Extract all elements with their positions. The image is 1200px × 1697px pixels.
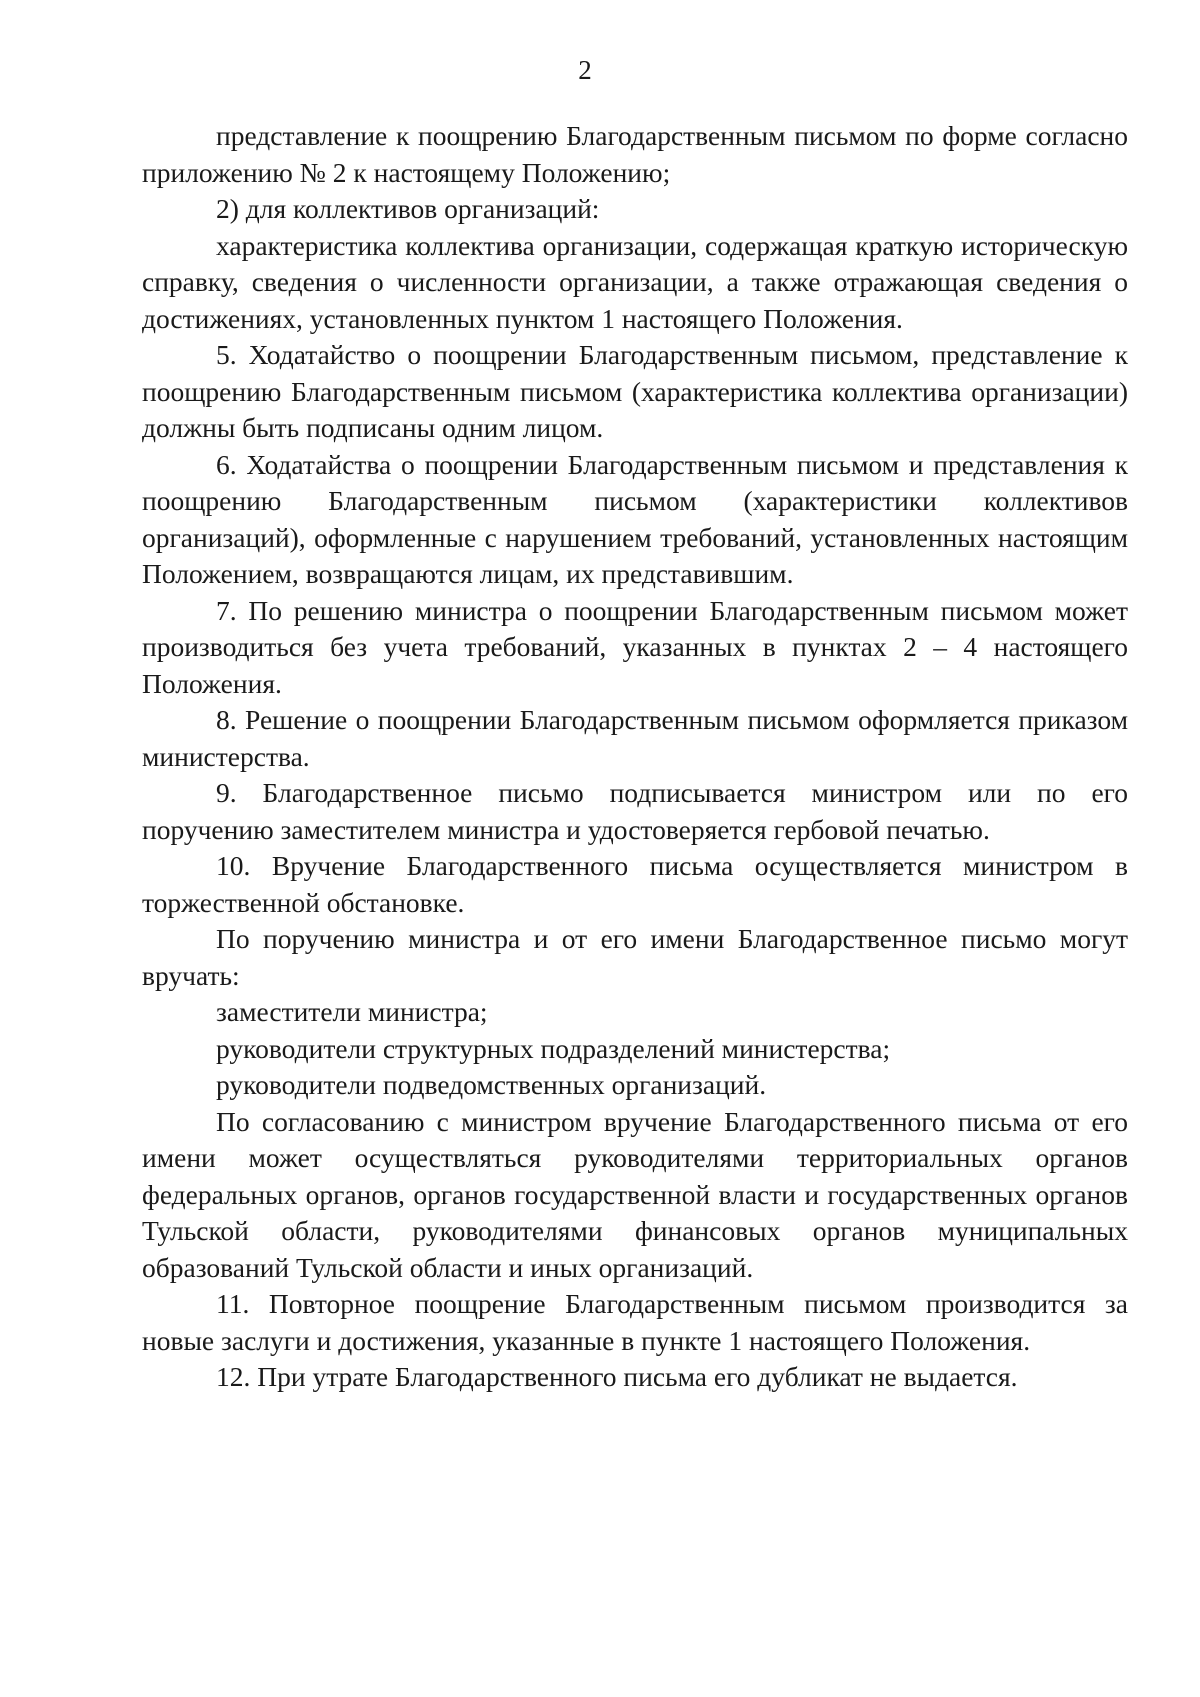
paragraph-item-11: 11. Повторное поощрение Благодарственным письмом производится за новые заслуги и достижения, указанные в пункте 1 настоящего Положения. — [142, 1288, 1128, 1356]
list-item-deputy-ministers: заместители министра; — [216, 996, 488, 1027]
paragraph-item-8: 8. Решение о поощрении Благодарственным письмом оформляется приказом министерства. — [142, 704, 1128, 772]
page-number: 2 — [578, 55, 592, 85]
paragraph-item-6: 6. Ходатайства о поощрении Благодарственным письмом и представления к поощрению Благодарственным письмом (характеристики коллективов организаций), оформленные с нарушением требований, установленных настоящим Положением, возвращаются лицам, их представившим. — [142, 448, 1128, 589]
document-body — [142, 118, 1128, 1396]
paragraph-item-10: 10. Вручение Благодарственного письма осуществляется министром в торжественной обстановке. — [142, 850, 1128, 918]
paragraph-item-5: 5. Ходатайство о поощрении Благодарственным письмом, представление к поощрению Благодарственным письмом (характеристика коллектива организации) должны быть подписаны одним лицом. — [142, 339, 1128, 443]
paragraph-form-appendix: представление к поощрению Благодарственным письмом по форме согласно приложению № 2 к настоящему Положению; — [142, 120, 1128, 188]
paragraph-item-7: 7. По решению министра о поощрении Благодарственным письмом может производиться без учета требований, указанных в пунктах 2 – 4 настоящего Положения. — [142, 594, 1128, 699]
list-item-department-heads: руководители структурных подразделений министерства; — [216, 1032, 891, 1064]
paragraph-item-12: 12. При утрате Благодарственного письма его дубликат не выдается. — [216, 1361, 1018, 1392]
paragraph-collectives-heading: 2) для коллективов организаций: — [216, 193, 600, 224]
paragraph-item-9: 9. Благодарственное письмо подписывается министром или по его поручению заместителем министра и удостоверяется гербовой печатью. — [142, 777, 1128, 845]
paragraph-agreement-delivery: По согласованию с министром вручение Благодарственного письма от его имени может осуществляться руководителями территориальных органов федеральных органов, органов государственной власти и государственных органов Тульской области, руководителями финансовых органов муниципальных образований Тульской области и иных организаций. — [142, 1105, 1128, 1283]
paragraph-delegation-intro: По поручению министра и от его имени Благодарственное письмо могут вручать: — [142, 923, 1128, 991]
paragraph-collective-characteristic: характеристика коллектива организации, содержащая краткую историческую справку, сведения о численности организации, а также отражающая сведения о достижениях, установленных пунктом 1 настоящего Положения. — [142, 229, 1128, 334]
list-item-subordinate-heads: руководители подведомственных организаций. — [216, 1069, 767, 1100]
